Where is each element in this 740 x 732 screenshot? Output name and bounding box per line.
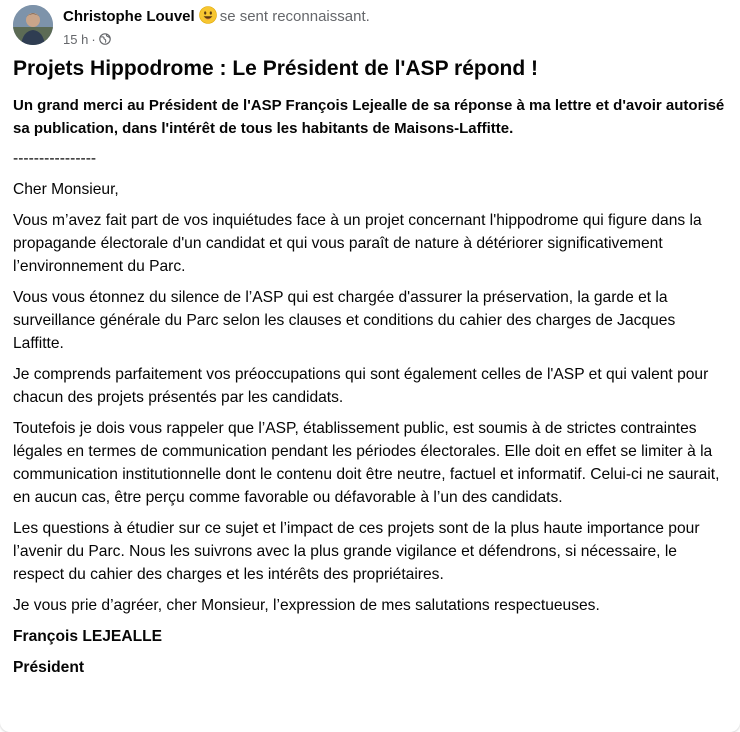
feeling-text: se sent reconnaissant. xyxy=(219,8,370,25)
paragraph: Je comprends parfaitement vos préoccupations qui sont également celles de l'ASP et qui valent pour chacun des projets présentés par les candidats. xyxy=(13,366,709,406)
post-header xyxy=(13,5,728,47)
paragraph: Je vous prie d’agréer, cher Monsieur, l’expression de mes salutations respectueuses. xyxy=(13,597,600,614)
post-intro: Un grand merci au Président de l'ASP François Lejealle de sa réponse à ma lettre et d'avoir autorisé sa publication, dans l'intérêt de tous les habitants de Maisons-Laffitte. xyxy=(13,97,725,137)
paragraph: Vous vous étonnez du silence de l’ASP qui est chargée d'assurer la préservation, la garde et la surveillance générale du Parc selon les clauses et conditions du cahier des charges de Jacques Laffitte. xyxy=(13,289,676,352)
separator-dot: · xyxy=(91,32,96,47)
signature-name: François LEJEALLE xyxy=(13,628,163,645)
post-timestamp-line xyxy=(63,31,370,48)
avatar[interactable] xyxy=(13,5,53,45)
post-meta xyxy=(63,6,370,48)
paragraph: Vous m’avez fait part de vos inquiétudes face à un projet concernant l'hippodrome qui figure dans la propagande électorale d'un candidat et qui vous paraît de nature à détériorer significativement l’environnement du Parc. xyxy=(13,212,702,275)
post-title: Projets Hippodrome : Le Président de l'ASP répond ! xyxy=(13,57,539,80)
smiling-face-icon xyxy=(199,6,217,24)
public-globe-icon xyxy=(99,32,111,44)
paragraph: Les questions à étudier sur ce sujet et l’impact de ces projets sont de la plus haute importance pour l’avenir du Parc. Nous les suivrons avec la plus grande vigilance et défendrons, si nécessaire, le respect du cahier des charges et les intérêts des propriétaires. xyxy=(13,520,700,583)
signature-title: Président xyxy=(13,659,85,676)
divider-line: ---------------- xyxy=(13,150,97,167)
author-line xyxy=(63,6,370,27)
salutation: Cher Monsieur, xyxy=(13,181,119,198)
paragraph: Toutefois je dois vous rappeler que l’ASP, établissement public, est soumis à de strictes contraintes légales en termes de communication pendant les périodes électorales. Elle doit en effet se limiter à la communication institutionnelle dont le contenu doit être neutre, factuel et informatif. Celui-ci ne saurait, en aucun cas, être perçu comme favorable ou défavorable à l’un des candidats. xyxy=(13,420,720,506)
author-name[interactable]: Christophe Louvel xyxy=(63,8,195,25)
post-content xyxy=(13,55,729,687)
post-time[interactable]: 15 h xyxy=(63,32,89,47)
